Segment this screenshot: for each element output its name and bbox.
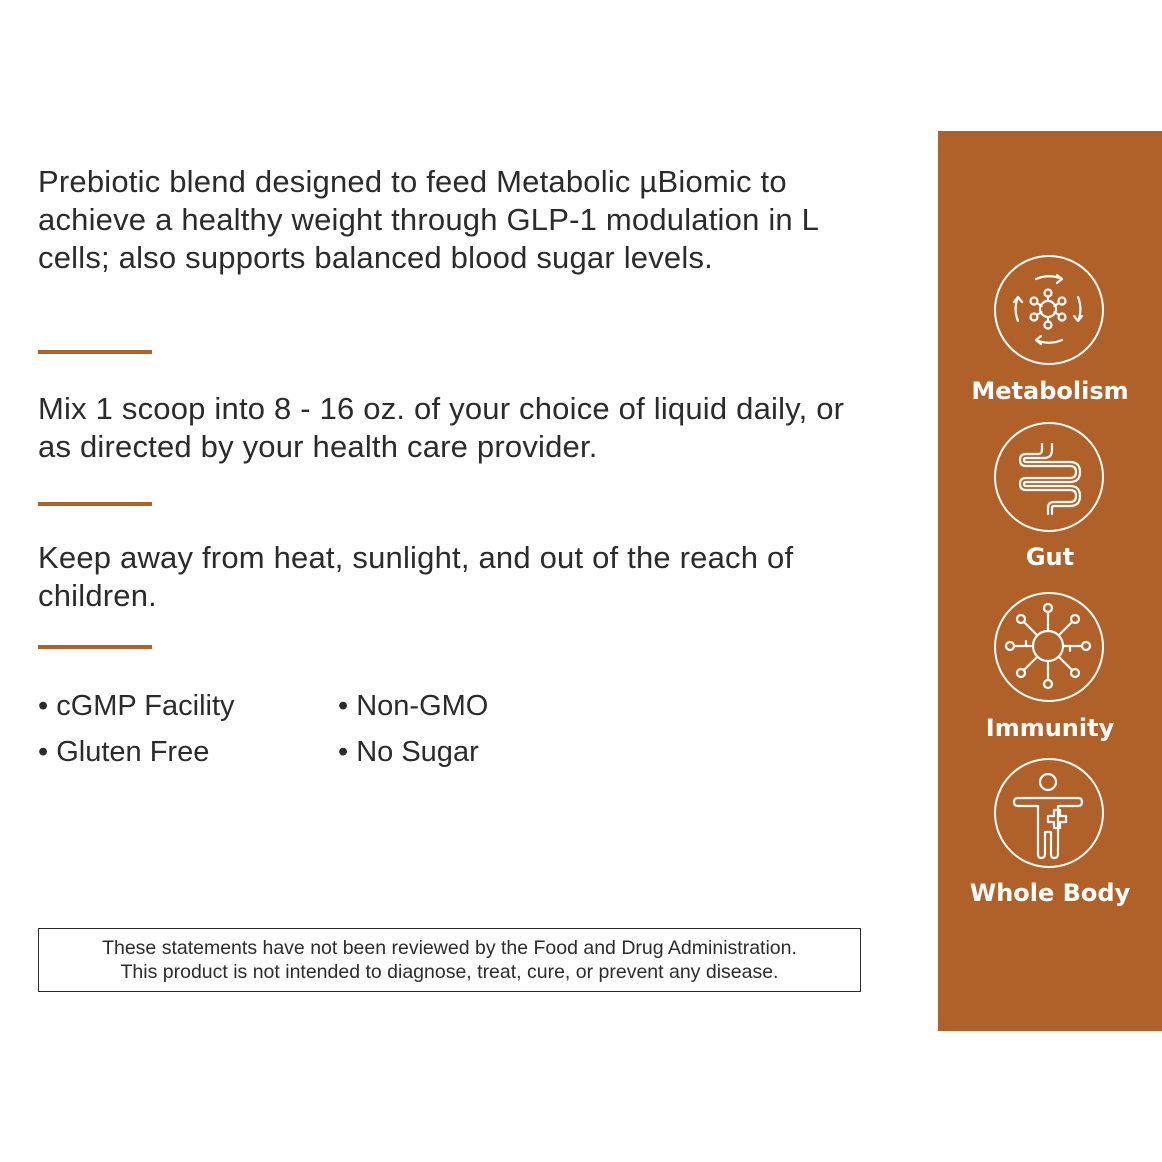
disclaimer-line-1: These statements have not been reviewed by the Food and Drug Administration. bbox=[102, 937, 797, 959]
fda-disclaimer bbox=[38, 928, 861, 992]
immunity-icon bbox=[994, 592, 1104, 702]
description-text: Prebiotic blend designed to feed Metabolic µBiomic to achieve a healthy weight through GLP-1 modulation in L cells; also supports balanced blood sugar levels. bbox=[38, 164, 818, 275]
directions-text: Mix 1 scoop into 8 - 16 oz. of your choice of liquid daily, or as directed by your health care provider. bbox=[38, 391, 845, 464]
divider bbox=[38, 645, 152, 649]
benefit-label-gut: Gut bbox=[1025, 543, 1075, 571]
benefits-panel bbox=[938, 131, 1162, 1031]
feature-non-gmo: • Non-GMO bbox=[338, 690, 489, 722]
storage-text: Keep away from heat, sunlight, and out of the reach of children. bbox=[38, 540, 794, 613]
feature-no-sugar: • No Sugar bbox=[338, 736, 479, 768]
whole-body-icon bbox=[994, 758, 1104, 868]
metabolism-icon bbox=[994, 255, 1104, 365]
feature-cgmp: • cGMP Facility bbox=[38, 690, 235, 722]
divider bbox=[38, 350, 152, 354]
benefit-label-whole-body: Whole Body bbox=[969, 879, 1131, 907]
benefit-label-immunity: Immunity bbox=[985, 714, 1115, 742]
gut-icon bbox=[994, 422, 1104, 532]
divider bbox=[38, 502, 152, 506]
feature-gluten-free: • Gluten Free bbox=[38, 736, 210, 768]
benefit-label-metabolism: Metabolism bbox=[971, 377, 1129, 405]
disclaimer-line-2: This product is not intended to diagnose, treat, cure, or prevent any disease. bbox=[120, 961, 779, 983]
